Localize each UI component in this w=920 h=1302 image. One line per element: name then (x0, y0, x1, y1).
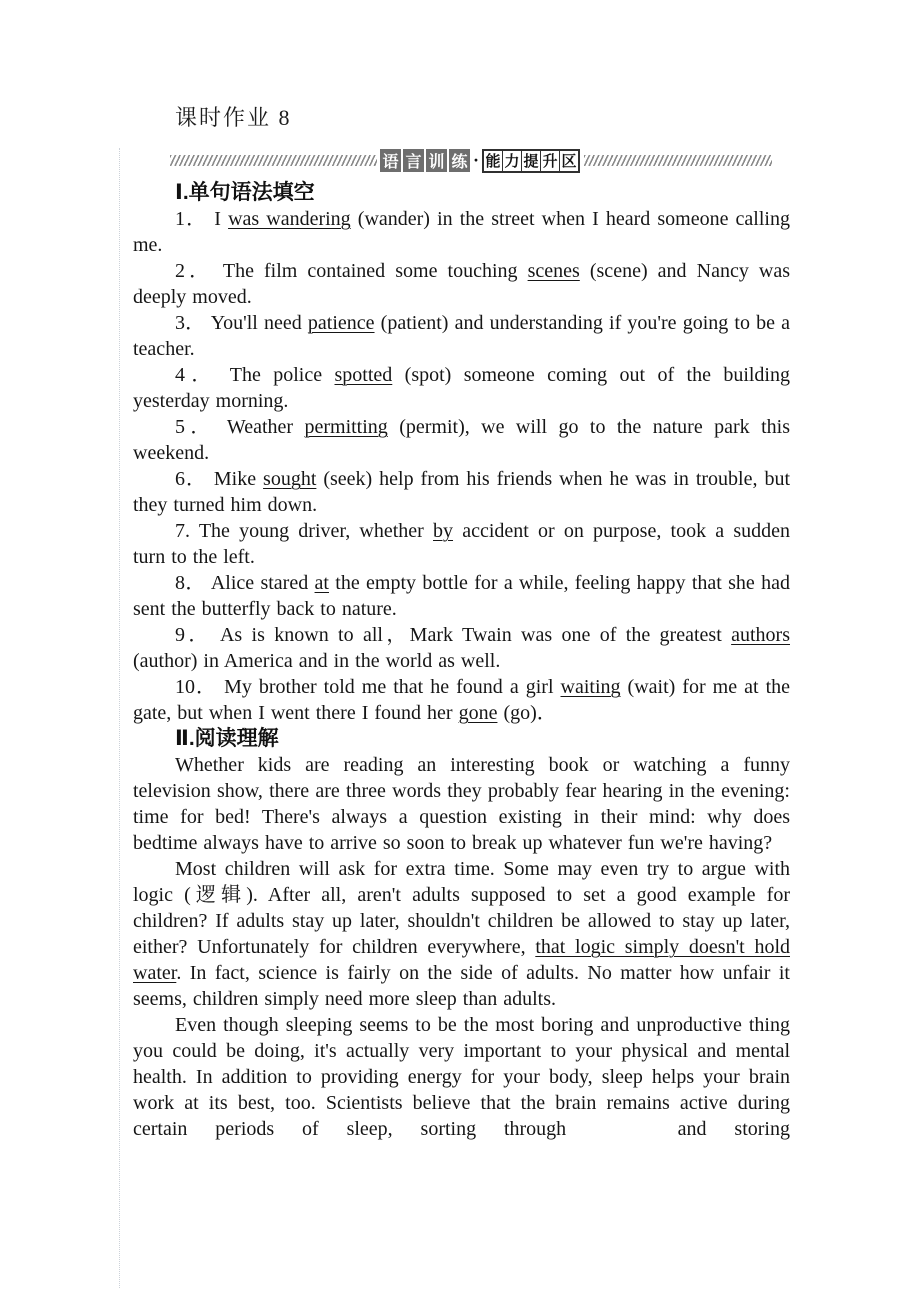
text-run: (wait) for me at the gate, but when I went there I found her (133, 676, 790, 724)
underlined-answer: waiting (560, 676, 621, 698)
exercise-list (133, 206, 790, 726)
banner-char-box: 练 (449, 149, 470, 172)
text-run: 10． My brother told me that he found a girl (175, 676, 561, 698)
text-run: 7. The young driver, whether (175, 520, 434, 542)
banner-char-box: 能 (485, 153, 501, 170)
section1-heading: Ⅰ.单句语法填空 (175, 181, 315, 204)
exercise-item-10 (133, 674, 790, 726)
text-run: the empty bottle for a while, feeling happy that she had sent the butterfly back to nature. (133, 572, 790, 620)
text-run: 6． Mike (175, 468, 264, 490)
text-run: (go)． (497, 702, 557, 724)
exercise-item-1 (133, 206, 790, 258)
banner-left-group (380, 149, 470, 172)
text-run: 1． I (175, 208, 229, 230)
worksheet-page (133, 104, 790, 1142)
passage-paragraph-2 (133, 856, 790, 1012)
page-title: 课时作业 8 (175, 105, 292, 130)
reading-passage (133, 752, 790, 1142)
text-run: (seek) help from his friends when he was in trouble, but they turned him down. (133, 468, 791, 516)
banner-separator-dot: · (473, 150, 480, 170)
text-run: (patient) and understanding if you're going to be a teacher. (133, 312, 791, 360)
text-run: (author) in America and in the world as well. (133, 650, 501, 672)
underlined-answer: patience (307, 312, 375, 334)
text-run: 5． Weather (175, 416, 305, 438)
exercise-item-3 (133, 310, 790, 362)
text-run: (permit), we will go to the nature park this weekend. (133, 416, 790, 464)
text-run: Whether kids are reading an interesting book or watching a funny television show, there are three words they probably fear hearing in the evening: time for bed! There's always a question existing in their mind: why does bedtime always have to arrive so soon to break up whatever fun we're having? (133, 754, 790, 854)
banner-char-box: 力 (502, 151, 521, 171)
banner-right-group (482, 149, 580, 173)
banner-char-box: 语 (380, 149, 401, 172)
banner-char-box: 言 (403, 149, 424, 172)
text-run: 2． The film contained some touching (175, 260, 528, 282)
underlined-answer: was wandering (228, 208, 351, 230)
text-run: accident or on purpose, took a sudden turn to the left. (133, 520, 790, 568)
banner-char-box: 升 (540, 151, 559, 171)
underlined-answer: that logic simply doesn't hold water (133, 936, 790, 984)
underlined-answer: at (314, 572, 329, 594)
text-run: Even though sleeping seems to be the most boring and unproductive thing you could be doing, it's actually very important to your physical and mental health. In addition to providing energy for your body, sleep helps your brain work at its best, too. Scientists believe that the brain remains active during certain periods of sleep, sorting through and storing (133, 1014, 790, 1140)
underlined-answer: spotted (334, 364, 393, 386)
passage-paragraph-1 (133, 752, 790, 856)
text-run: (spot) someone coming out of the building yesterday morning. (133, 364, 790, 412)
exercise-item-4 (133, 362, 790, 414)
scan-margin-dotted-line (119, 148, 120, 1288)
section2-heading: Ⅱ.阅读理解 (175, 727, 279, 750)
underlined-answer: gone (458, 702, 498, 724)
text-run: (wander) in the street when I heard someone calling me. (133, 208, 790, 256)
exercise-item-7 (133, 518, 790, 570)
banner-char-box: 训 (426, 149, 447, 172)
text-run: 3． You'll need (175, 312, 308, 334)
hatch-line-right (584, 155, 772, 166)
exercise-item-6 (133, 466, 790, 518)
text-run: 9． As is known to all，Mark Twain was one of the greatest (175, 624, 732, 646)
text-run: . In fact, science is fairly on the side of adults. No matter how unfair it seems, children simply need more sleep than adults. (133, 962, 790, 1010)
exercise-item-5 (133, 414, 790, 466)
hatch-line-left (170, 155, 377, 166)
text-run: Most children will ask for extra time. Some may even try to argue with logic (逻辑). After all, aren't adults supposed to set a good example for children? If adults stay up later, shouldn't children be allowed to stay up later, either? Unfortunately for children everywhere, (133, 858, 790, 958)
text-run: (scene) and Nancy was deeply moved. (133, 260, 790, 308)
underlined-answer: sought (263, 468, 317, 490)
banner-char-box: 提 (521, 151, 540, 171)
underlined-answer: authors (731, 624, 790, 646)
section-banner (133, 147, 790, 174)
underlined-answer: scenes (527, 260, 580, 282)
text-run: 8． Alice stared (175, 572, 315, 594)
exercise-item-2 (133, 258, 790, 310)
exercise-item-9 (133, 622, 790, 674)
exercise-item-8 (133, 570, 790, 622)
underlined-answer: by (433, 520, 454, 542)
banner-char-box: 区 (559, 151, 578, 171)
text-run: 4． The police (175, 364, 335, 386)
underlined-answer: permitting (304, 416, 388, 438)
passage-paragraph-3 (133, 1012, 790, 1142)
